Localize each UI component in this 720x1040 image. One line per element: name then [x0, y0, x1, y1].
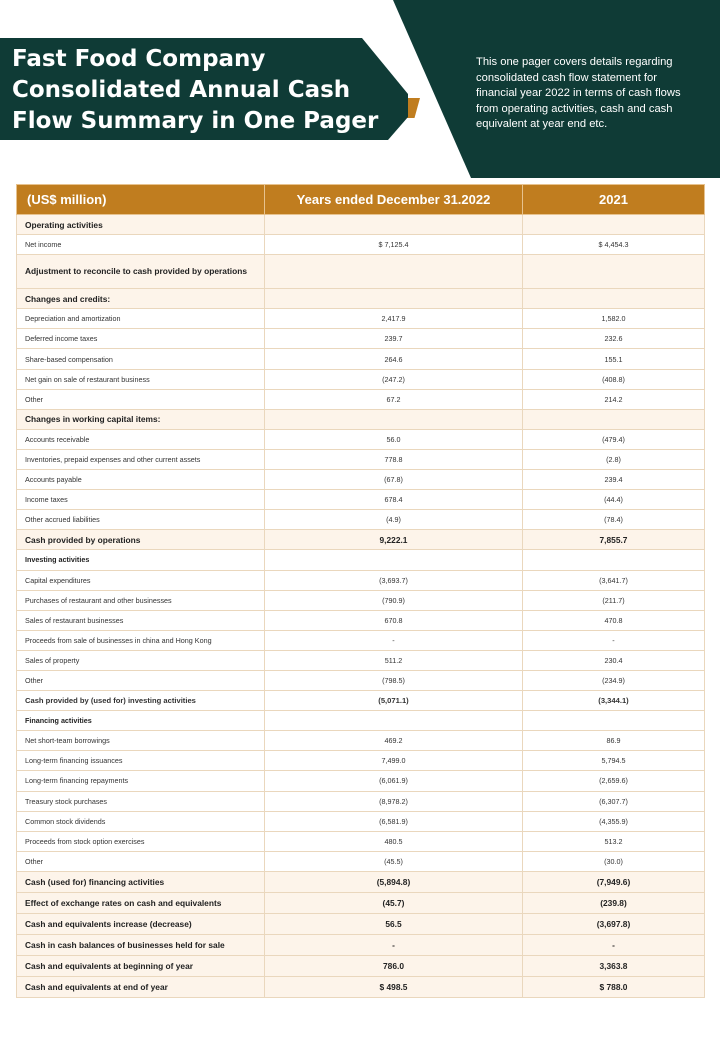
table-row — [17, 255, 705, 289]
row-label: Other — [17, 670, 265, 690]
row-value-2022: 480.5 — [265, 831, 523, 851]
table-row — [17, 691, 705, 711]
row-label: Net gain on sale of restaurant business — [17, 369, 265, 389]
row-value-2022 — [265, 409, 523, 429]
table-row — [17, 892, 705, 913]
row-value-2022: (790.9) — [265, 590, 523, 610]
row-label: Adjustment to reconcile to cash provided by operations — [17, 255, 265, 289]
table-row — [17, 650, 705, 670]
column-header-2021: 2021 — [523, 185, 705, 215]
row-value-2021: (44.4) — [523, 490, 705, 510]
row-label: Treasury stock purchases — [17, 791, 265, 811]
row-label: Effect of exchange rates on cash and equivalents — [17, 892, 265, 913]
table-row — [17, 791, 705, 811]
row-value-2021: 3,363.8 — [523, 955, 705, 976]
page-description: This one pager covers details regarding consolidated cash flow statement for financial year 2022 in terms of cash flows from operating activities, cash and cash equivalent at year end etc. — [476, 56, 681, 131]
row-value-2022 — [265, 289, 523, 309]
table-row — [17, 630, 705, 650]
row-value-2022: (5,071.1) — [265, 691, 523, 711]
row-label: Capital expenditures — [17, 570, 265, 590]
row-label: Long-term financing issuances — [17, 751, 265, 771]
cash-flow-table — [16, 184, 705, 998]
row-label: Purchases of restaurant and other businesses — [17, 590, 265, 610]
row-value-2021: (2.8) — [523, 449, 705, 469]
row-label: Deferred income taxes — [17, 329, 265, 349]
row-label: Financing activities — [17, 711, 265, 731]
row-label: Common stock dividends — [17, 811, 265, 831]
row-value-2022: (45.7) — [265, 892, 523, 913]
row-value-2021: (4,355.9) — [523, 811, 705, 831]
row-value-2021: (3,641.7) — [523, 570, 705, 590]
table-row — [17, 510, 705, 530]
row-value-2021: (211.7) — [523, 590, 705, 610]
row-label: Other — [17, 389, 265, 409]
row-value-2021: 470.8 — [523, 610, 705, 630]
row-value-2022: - — [265, 630, 523, 650]
row-value-2022: (8,978.2) — [265, 791, 523, 811]
row-value-2022: $ 7,125.4 — [265, 235, 523, 255]
row-value-2022: (6,061.9) — [265, 771, 523, 791]
table-row — [17, 731, 705, 751]
table-row — [17, 449, 705, 469]
table-row — [17, 389, 705, 409]
row-value-2022: 239.7 — [265, 329, 523, 349]
row-value-2022: (247.2) — [265, 369, 523, 389]
row-value-2021: 86.9 — [523, 731, 705, 751]
row-value-2021: 230.4 — [523, 650, 705, 670]
row-label: Other — [17, 851, 265, 871]
row-label: Cash and equivalents increase (decrease) — [17, 913, 265, 934]
table-row — [17, 369, 705, 389]
row-value-2021: $ 788.0 — [523, 976, 705, 997]
table-row — [17, 871, 705, 892]
row-label: Changes in working capital items: — [17, 409, 265, 429]
table-row — [17, 309, 705, 329]
row-value-2021: (3,344.1) — [523, 691, 705, 711]
row-value-2021: 232.6 — [523, 329, 705, 349]
row-value-2021: (239.8) — [523, 892, 705, 913]
table-row — [17, 550, 705, 570]
row-value-2022: (4.9) — [265, 510, 523, 530]
row-value-2022: 2,417.9 — [265, 309, 523, 329]
row-label: Cash provided by operations — [17, 530, 265, 550]
row-value-2022: 511.2 — [265, 650, 523, 670]
row-value-2021: (3,697.8) — [523, 913, 705, 934]
row-label: Cash and equivalents at beginning of year — [17, 955, 265, 976]
row-value-2022: 670.8 — [265, 610, 523, 630]
table-row — [17, 751, 705, 771]
row-label: Operating activities — [17, 215, 265, 235]
table-row — [17, 711, 705, 731]
row-label: Depreciation and amortization — [17, 309, 265, 329]
row-value-2021: - — [523, 630, 705, 650]
row-label: Sales of restaurant businesses — [17, 610, 265, 630]
row-value-2022: 778.8 — [265, 449, 523, 469]
row-value-2021: 513.2 — [523, 831, 705, 851]
row-label: Proceeds from sale of businesses in china and Hong Kong — [17, 630, 265, 650]
table-row — [17, 215, 705, 235]
row-value-2021: 214.2 — [523, 389, 705, 409]
row-value-2021: 155.1 — [523, 349, 705, 369]
row-label: Changes and credits: — [17, 289, 265, 309]
row-value-2022: - — [265, 934, 523, 955]
row-label: Sales of property — [17, 650, 265, 670]
row-label: Inventories, prepaid expenses and other current assets — [17, 449, 265, 469]
row-value-2021: (2,659.6) — [523, 771, 705, 791]
row-value-2021: (479.4) — [523, 429, 705, 449]
row-value-2022: 9,222.1 — [265, 530, 523, 550]
row-value-2022 — [265, 550, 523, 570]
table-row — [17, 934, 705, 955]
table-row — [17, 530, 705, 550]
row-value-2022: (5,894.8) — [265, 871, 523, 892]
row-value-2022: (3,693.7) — [265, 570, 523, 590]
row-value-2021: 5,794.5 — [523, 751, 705, 771]
row-value-2022: 264.6 — [265, 349, 523, 369]
row-label: Other accrued liabilities — [17, 510, 265, 530]
row-value-2021: - — [523, 934, 705, 955]
row-value-2021 — [523, 255, 705, 289]
page-title: Fast Food Company Consolidated Annual Cash Flow Summary in One Pager — [12, 46, 379, 134]
row-value-2021: $ 4,454.3 — [523, 235, 705, 255]
row-value-2021: (6,307.7) — [523, 791, 705, 811]
table-row — [17, 771, 705, 791]
row-value-2022: 786.0 — [265, 955, 523, 976]
row-label: Net short-team borrowings — [17, 731, 265, 751]
row-value-2021: (7,949.6) — [523, 871, 705, 892]
table-row — [17, 329, 705, 349]
table-row — [17, 570, 705, 590]
row-value-2022: (67.8) — [265, 470, 523, 490]
table-row — [17, 831, 705, 851]
row-label: Income taxes — [17, 490, 265, 510]
row-label: Accounts receivable — [17, 429, 265, 449]
row-value-2021: 7,855.7 — [523, 530, 705, 550]
table-row — [17, 349, 705, 369]
row-value-2022 — [265, 215, 523, 235]
row-value-2021: (408.8) — [523, 369, 705, 389]
row-value-2022 — [265, 255, 523, 289]
row-value-2022: 469.2 — [265, 731, 523, 751]
table-row — [17, 610, 705, 630]
row-value-2021: (78.4) — [523, 510, 705, 530]
row-value-2021 — [523, 550, 705, 570]
row-label: Cash provided by (used for) investing activities — [17, 691, 265, 711]
row-value-2022: 7,499.0 — [265, 751, 523, 771]
row-value-2022: 56.5 — [265, 913, 523, 934]
row-value-2022: 67.2 — [265, 389, 523, 409]
row-value-2021 — [523, 215, 705, 235]
row-label: Cash and equivalents at end of year — [17, 976, 265, 997]
row-value-2021: 239.4 — [523, 470, 705, 490]
row-label: Share-based compensation — [17, 349, 265, 369]
row-value-2022: (6,581.9) — [265, 811, 523, 831]
table-row — [17, 670, 705, 690]
row-label: Proceeds from stock option exercises — [17, 831, 265, 851]
table-row — [17, 976, 705, 997]
row-label: Long-term financing repayments — [17, 771, 265, 791]
table-row — [17, 429, 705, 449]
table-body — [17, 215, 705, 998]
table-row — [17, 913, 705, 934]
column-header-2022: Years ended December 31.2022 — [265, 185, 523, 215]
row-value-2022 — [265, 711, 523, 731]
table-row — [17, 851, 705, 871]
column-header-units: (US$ million) — [17, 185, 265, 215]
row-value-2021: 1,582.0 — [523, 309, 705, 329]
row-label: Investing activities — [17, 550, 265, 570]
row-value-2022: (798.5) — [265, 670, 523, 690]
row-value-2022: 56.0 — [265, 429, 523, 449]
row-value-2022: (45.5) — [265, 851, 523, 871]
row-value-2021 — [523, 409, 705, 429]
row-label: Accounts payable — [17, 470, 265, 490]
table-row — [17, 955, 705, 976]
row-value-2021: (234.9) — [523, 670, 705, 690]
row-value-2021: (30.0) — [523, 851, 705, 871]
row-value-2021 — [523, 289, 705, 309]
row-value-2022: 678.4 — [265, 490, 523, 510]
table-row — [17, 590, 705, 610]
row-label: Cash (used for) financing activities — [17, 871, 265, 892]
table-row — [17, 289, 705, 309]
row-label: Cash in cash balances of businesses held for sale — [17, 934, 265, 955]
table-row — [17, 811, 705, 831]
table-row — [17, 235, 705, 255]
row-value-2021 — [523, 711, 705, 731]
row-value-2022: $ 498.5 — [265, 976, 523, 997]
table-row — [17, 490, 705, 510]
table-header-row — [17, 185, 705, 215]
table-row — [17, 470, 705, 490]
table-row — [17, 409, 705, 429]
row-label: Net income — [17, 235, 265, 255]
